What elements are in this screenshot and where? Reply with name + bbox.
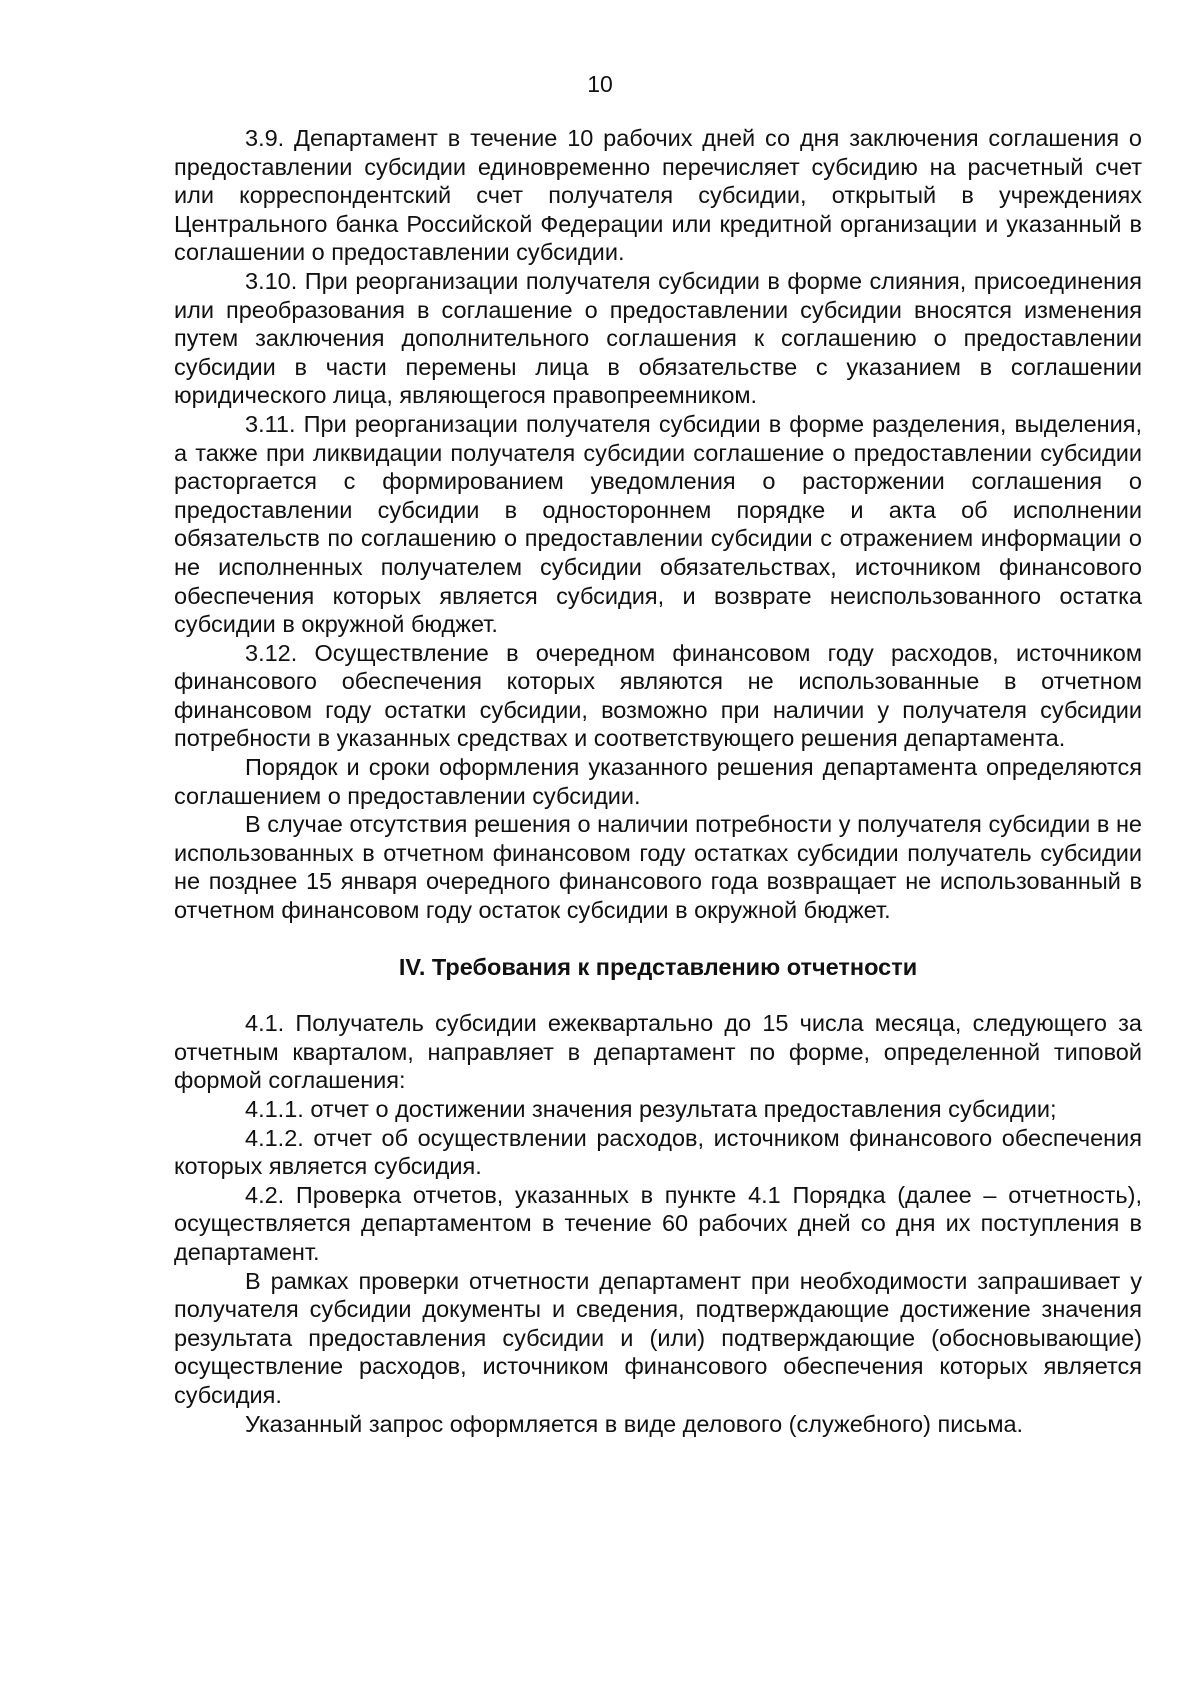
paragraph-3-9: 3.9. Департамент в течение 10 рабочих дней со дня заключения соглашения о предоставлении субсидии единовременно перечисляет субсидию на расчетный счет или корреспондентский счет получателя субсидии, открытый в учреждениях Центрального банка Российской Федерации или кредитной организации и указанный в соглашении о предоставлении субсидии. (174, 125, 1142, 266)
paragraph-4-1-1: 4.1.1. отчет о достижении значения результата предоставления субсидии; (245, 1096, 1057, 1122)
paragraph-decision-terms: Порядок и сроки оформления указанного решения департамента определяются соглашением о предоставлении субсидии. (174, 754, 1142, 809)
paragraph-request-format: Указанный запрос оформляется в виде делового (служебного) письма. (245, 1410, 1024, 1437)
paragraph-4-1-2: 4.1.2. отчет об осуществлении расходов, источником финансового обеспечения которых является субсидия. (174, 1124, 1142, 1180)
page-number: 10 (587, 71, 613, 97)
section-heading: IV. Требования к представлению отчетности (398, 953, 918, 980)
paragraph-3-11: 3.11. При реорганизации получателя субсидии в форме разделения, выделения, а также при ликвидации получателя субсидии соглашение о предоставлении субсидии расторгается с формированием уведомления о расторжении соглашения о предоставлении субсидии в одностороннем порядке и акта об исполнении обязательств по соглашению о предоставлении субсидии с отражением информации о не исполненных получателем субсидии обязательствах, источником финансового обеспечения которых является субсидия, и возврате неиспользованного остатка субсидии в окружной бюджет. (174, 410, 1142, 638)
paragraph-4-1: 4.1. Получатель субсидии ежеквартально до 15 числа месяца, следующего за отчетным кварталом, направляет в департамент по форме, определенной типовой формой соглашения: (174, 1010, 1142, 1094)
paragraph-4-2: 4.2. Проверка отчетов, указанных в пункте 4.1 Порядка (далее – отчетность), осуществляется департаментом в течение 60 рабочих дней со дня их поступления в департамент. (174, 1181, 1142, 1265)
paragraph-verification-request: В рамках проверки отчетности департамент при необходимости запрашивает у получателя субсидии документы и сведения, подтверждающие достижение значения результата предоставления субсидии и (или) подтверждающие (обосновывающие) осуществление расходов, источником финансового обеспечения которых является субсидия. (174, 1267, 1142, 1408)
paragraph-3-10: 3.10. При реорганизации получателя субсидии в форме слияния, присоединения или преобразования в соглашение о предоставлении субсидии вносятся изменения путем заключения дополнительного соглашения к соглашению о предоставлении субсидии в части перемены лица в обязательстве с указанием в соглашении юридического лица, являющегося правопреемником. (174, 267, 1142, 409)
paragraph-return-balance: В случае отсутствия решения о наличии потребности у получателя субсидии в не использованных в отчетном финансовом году остатках субсидии получатель субсидии не позднее 15 января очередного финансового года возвращает не использованный в отчетном финансовом году остаток субсидии в окружной бюджет. (174, 811, 1142, 924)
paragraph-3-12: 3.12. Осуществление в очередном финансовом году расходов, источником финансового обеспечения которых являются не использованные в отчетном финансовом году остатки субсидии, возможно при наличии у получателя субсидии потребности в указанных средствах и соответствующего решения департамента. (174, 639, 1142, 752)
document-body (174, 124, 1142, 1438)
